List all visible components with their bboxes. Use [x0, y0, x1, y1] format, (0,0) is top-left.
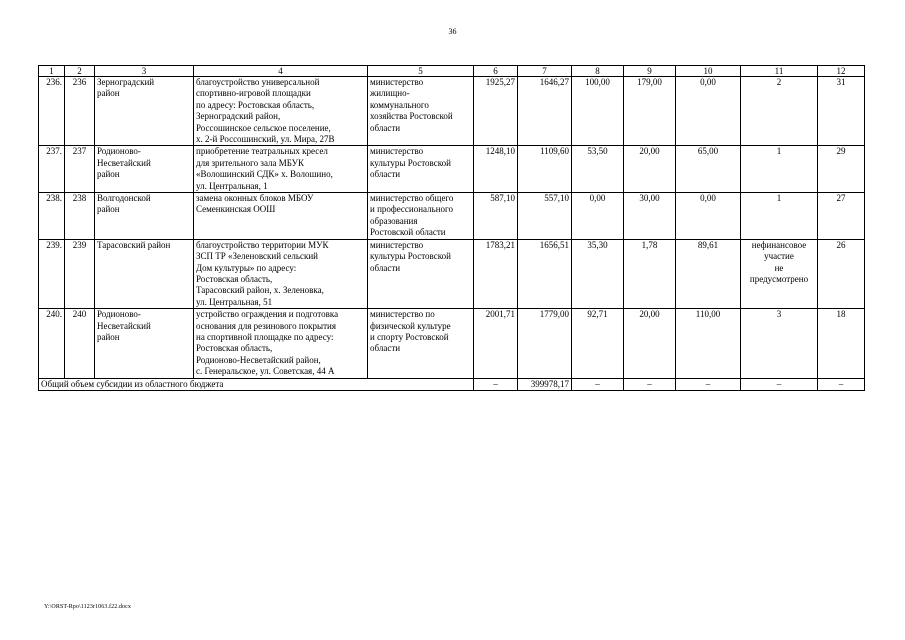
- object-cell-line: устройство ограждения и подготовка: [196, 309, 339, 320]
- row-index-cell: 240.: [39, 309, 65, 378]
- ministry-cell: [368, 193, 474, 240]
- ministry-cell-line: жилищно-: [370, 88, 410, 99]
- table-row: [39, 77, 865, 146]
- regional-budget-cell: 1646,27: [518, 77, 572, 146]
- local-budget-cell: 0,00: [572, 193, 624, 240]
- object-cell-line: ул. Центральная, 1: [196, 180, 268, 191]
- district-cell-line: район: [97, 169, 120, 180]
- ministry-cell: [368, 77, 474, 146]
- total-c9-cell: –: [624, 378, 676, 390]
- column-10-cell: 0,00: [676, 193, 741, 240]
- ministry-cell-line: образования: [370, 215, 418, 226]
- object-cell-line: с. Генеральское, ул. Советская, 44 А: [196, 366, 335, 377]
- column-12-cell: 26: [818, 239, 865, 308]
- regional-budget-cell: 1656,51: [518, 239, 572, 308]
- column-12-cell: 31: [818, 77, 865, 146]
- total-cost-cell: 1248,10: [474, 146, 518, 193]
- column-9-cell: 179,00: [624, 77, 676, 146]
- object-cell: [194, 146, 368, 193]
- row-number-cell: 236: [65, 77, 95, 146]
- row-index-cell: 238.: [39, 193, 65, 240]
- column-header: 4: [194, 66, 368, 77]
- object-cell-line: по адресу: Ростовская область,: [196, 99, 315, 110]
- column-11-cell-line: участие: [764, 251, 794, 262]
- column-header: 1: [39, 66, 65, 77]
- column-12-cell: 27: [818, 193, 865, 240]
- column-9-cell: 20,00: [624, 146, 676, 193]
- regional-budget-cell: 557,10: [518, 193, 572, 240]
- object-cell-line: приобретение театральных кресел: [196, 146, 328, 157]
- object-cell-line: Дом культуры» по адресу:: [196, 262, 297, 273]
- district-cell: [95, 239, 194, 308]
- object-cell-line: «Волошинский СДК» х. Волошино,: [196, 169, 333, 180]
- table-row: [39, 309, 865, 378]
- district-cell-line: Несветайский: [97, 320, 151, 331]
- object-cell: [194, 239, 368, 308]
- row-number-cell: 240: [65, 309, 95, 378]
- object-cell-line: на спортивной площадке по адресу:: [196, 331, 334, 342]
- column-11-cell: [741, 77, 818, 146]
- object-cell-line: ул. Центральная, 51: [196, 296, 273, 307]
- total-cost-cell: 1925,27: [474, 77, 518, 146]
- district-cell-line: Тарасовский район: [97, 239, 171, 250]
- total-c12-cell: –: [818, 378, 865, 390]
- column-header: 8: [572, 66, 624, 77]
- object-cell-line: Тарасовский район, х. Зеленовка,: [196, 285, 324, 296]
- ministry-cell-line: области: [370, 169, 401, 180]
- object-cell-line: Семенкинская ООШ: [196, 204, 276, 215]
- ministry-cell: [368, 146, 474, 193]
- column-header: 10: [676, 66, 741, 77]
- object-cell-line: благоустройство территории МУК: [196, 239, 329, 250]
- column-header: 7: [518, 66, 572, 77]
- total-c6-cell: –: [474, 378, 518, 390]
- object-cell-line: х. 2-й Россошинский, ул. Мира, 27В: [196, 134, 335, 145]
- table-row: [39, 193, 865, 240]
- column-10-cell: 65,00: [676, 146, 741, 193]
- local-budget-cell: 92,71: [572, 309, 624, 378]
- column-11-cell-line: нефинансовое: [751, 239, 807, 250]
- local-budget-cell: 53,50: [572, 146, 624, 193]
- local-budget-cell: 100,00: [572, 77, 624, 146]
- column-10-cell: 0,00: [676, 77, 741, 146]
- total-cost-cell: 587,10: [474, 193, 518, 240]
- subsidy-table: [38, 65, 865, 391]
- object-cell-line: спортивно-игровой площадки: [196, 88, 311, 99]
- district-cell-line: Родионово-: [97, 146, 141, 157]
- column-9-cell: 20,00: [624, 309, 676, 378]
- object-cell-line: Россошинское сельское поселение,: [196, 122, 331, 133]
- ministry-cell-line: министерство: [370, 239, 424, 250]
- ministry-cell-line: коммунального: [370, 99, 429, 110]
- column-11-cell-line: 1: [776, 146, 782, 157]
- table-row: [39, 239, 865, 308]
- column-11-cell-line: предусмотрено: [749, 273, 809, 284]
- object-cell-line: для зрительного зала МБУК: [196, 157, 304, 168]
- ministry-cell-line: области: [370, 122, 401, 133]
- regional-budget-cell: 1109,60: [518, 146, 572, 193]
- column-11-cell-line: 1: [776, 193, 782, 204]
- column-header-row: [39, 66, 865, 77]
- ministry-cell: [368, 309, 474, 378]
- object-cell-line: Ростовская область,: [196, 343, 273, 354]
- district-cell-line: Волгодонской: [97, 193, 151, 204]
- ministry-cell-line: министерство: [370, 77, 424, 87]
- district-cell: [95, 309, 194, 378]
- object-cell: [194, 77, 368, 146]
- column-9-cell: 30,00: [624, 193, 676, 240]
- total-cost-cell: 1783,21: [474, 239, 518, 308]
- ministry-cell-line: и профессионального: [370, 204, 454, 215]
- column-11-cell: [741, 309, 818, 378]
- ministry-cell-line: хозяйства Ростовской: [370, 111, 453, 122]
- column-10-cell: 110,00: [676, 309, 741, 378]
- total-sum-cell: 399978,17: [518, 378, 572, 390]
- ministry-cell-line: министерство по: [370, 309, 435, 320]
- row-number-cell: 237: [65, 146, 95, 193]
- object-cell-line: Ростовская область,: [196, 273, 273, 284]
- district-cell: [95, 193, 194, 240]
- file-path-footer: Y:\ORST-Rpo\1123r1063.f22.docx: [44, 604, 132, 610]
- table-row: [39, 146, 865, 193]
- local-budget-cell: 35,30: [572, 239, 624, 308]
- district-cell-line: Зерноградский: [97, 77, 155, 87]
- ministry-cell-line: культуры Ростовской: [370, 157, 451, 168]
- ministry-cell-line: физической культуре: [370, 320, 451, 331]
- total-c11-cell: –: [741, 378, 818, 390]
- ministry-cell-line: области: [370, 343, 401, 354]
- regional-budget-cell: 1779,00: [518, 309, 572, 378]
- object-cell-line: ЗСП ТР «Зеленовский сельский: [196, 251, 318, 262]
- row-number-cell: 238: [65, 193, 95, 240]
- object-cell-line: Зерноградский район,: [196, 111, 281, 122]
- total-c8-cell: –: [572, 378, 624, 390]
- district-cell-line: Несветайский: [97, 157, 151, 168]
- row-index-cell: 237.: [39, 146, 65, 193]
- column-11-cell: [741, 193, 818, 240]
- column-header: 5: [368, 66, 474, 77]
- object-cell: [194, 193, 368, 240]
- column-11-cell-line: не: [774, 262, 784, 273]
- ministry-cell-line: министерство: [370, 146, 424, 157]
- column-11-cell-line: 2: [776, 77, 782, 87]
- object-cell-line: Родионово-Несветайский район,: [196, 354, 321, 365]
- column-header: 2: [65, 66, 95, 77]
- column-header: 6: [474, 66, 518, 77]
- object-cell-line: замена оконных блоков МБОУ: [196, 193, 314, 204]
- column-header: 3: [95, 66, 194, 77]
- column-12-cell: 29: [818, 146, 865, 193]
- ministry-cell-line: и спорту Ростовской: [370, 331, 449, 342]
- total-cost-cell: 2001,71: [474, 309, 518, 378]
- column-header: 12: [818, 66, 865, 77]
- column-11-cell-line: 3: [776, 309, 782, 320]
- row-index-cell: 236.: [39, 77, 65, 146]
- total-c10-cell: –: [676, 378, 741, 390]
- column-11-cell: [741, 146, 818, 193]
- column-header: 11: [741, 66, 818, 77]
- object-cell-line: основания для резинового покрытия: [196, 320, 336, 331]
- district-cell-line: Родионово-: [97, 309, 141, 320]
- district-cell-line: район: [97, 88, 120, 99]
- ministry-cell: [368, 239, 474, 308]
- column-11-cell: [741, 239, 818, 308]
- ministry-cell-line: области: [370, 262, 401, 273]
- column-9-cell: 1,78: [624, 239, 676, 308]
- row-number-cell: 239: [65, 239, 95, 308]
- district-cell-line: район: [97, 204, 120, 215]
- column-12-cell: 18: [818, 309, 865, 378]
- row-index-cell: 239.: [39, 239, 65, 308]
- ministry-cell-line: культуры Ростовской: [370, 251, 451, 262]
- page-number: 36: [448, 27, 457, 36]
- total-label: Общий объем субсидии из областного бюджета: [39, 378, 474, 390]
- district-cell: [95, 146, 194, 193]
- column-header: 9: [624, 66, 676, 77]
- total-row: [39, 378, 865, 390]
- district-cell-line: район: [97, 331, 120, 342]
- ministry-cell-line: министерство общего: [370, 193, 454, 204]
- district-cell: [95, 77, 194, 146]
- object-cell-line: благоустройство универсальной: [196, 77, 320, 87]
- object-cell: [194, 309, 368, 378]
- ministry-cell-line: Ростовской области: [370, 227, 446, 238]
- column-10-cell: 89,61: [676, 239, 741, 308]
